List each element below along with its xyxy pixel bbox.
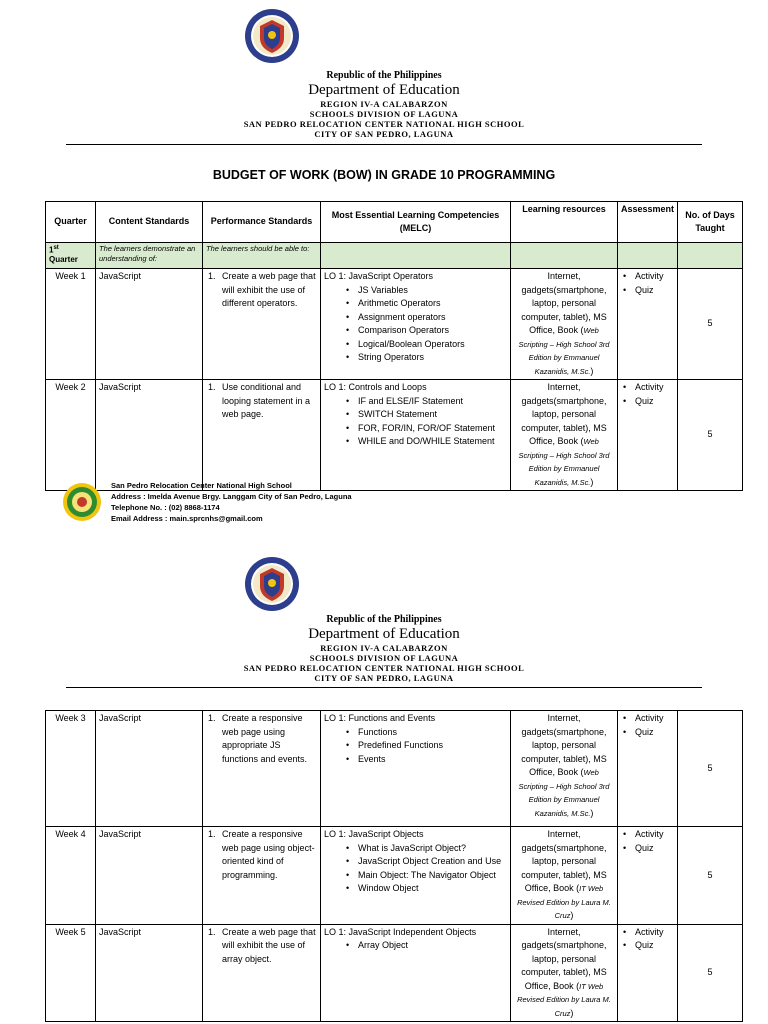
performance-standard-cell: 1. Use conditional and looping statement in a web page. [203,380,321,491]
assessment-cell [618,380,678,491]
performance-text: Create a web page that will exhibit the use of different operators. [222,271,316,308]
performance-standard-cell: 1. Create a responsive web page using object-oriented kind of programming. [203,827,321,925]
melc-cell [321,269,511,380]
melc-item: • WHILE and DO/WHILE Statement [324,435,507,449]
assessment-cell [618,269,678,380]
week-cell: Week 1 [46,269,96,380]
performance-standard-cell: 1. Create a web page that will exhibit the use of different operators. [203,269,321,380]
days-taught-cell: 5 [678,827,743,925]
deped-seal-icon [244,556,300,612]
book-reference: Web Scripting – High School 3rd Edition by Emmanuel Kazanidis, M.Sc. [518,326,610,376]
melc-item: • Assignment operators [324,311,507,325]
melc-item: • Comparison Operators [324,324,507,338]
book-reference: IT Web Revised Edition by Laura M. Cruz [517,981,611,1018]
region-label: REGION IV-A CALABARZON [320,99,448,109]
days-taught-cell: 5 [678,380,743,491]
table-row [46,924,743,1022]
quarter-content-note: The learners demonstrate an understanding of: [96,243,203,269]
learning-outcome: LO 1: Controls and Loops [324,382,427,392]
header-days-taught: No. of Days Taught [678,202,743,243]
city-label: CITY OF SAN PEDRO, LAGUNA [314,673,454,683]
learning-resources-cell: Internet, gadgets(smartphone, laptop, personal computer, tablet), MS Office, Book (Web Scripting – High School 3rd Edition by Emmanuel Kazanidis, M.Sc.) [511,269,618,380]
deped-seal-icon [244,8,300,64]
melc-item: • FOR, FOR/IN, FOR/OF Statement [324,422,507,436]
assessment-cell [618,711,678,827]
assessment-item: • Quiz [621,284,674,298]
content-standard-cell: JavaScript [96,827,203,925]
republic-label: Republic of the Philippines [326,614,442,625]
performance-text: Create a responsive web page using appropriate JS functions and events. [222,713,308,764]
republic-label: Republic of the Philippines [326,70,442,81]
melc-item: • JavaScript Object Creation and Use [324,855,507,869]
footer-school-name: San Pedro Relocation Center National High School [111,481,292,490]
quarter-performance-note: The learners should be able to: [203,243,321,269]
school-label: SAN PEDRO RELOCATION CENTER NATIONAL HIGH SCHOOL [243,119,525,129]
week-cell: Week 3 [46,711,96,827]
melc-item: • String Operators [324,351,507,365]
header-content-standards: Content Standards [96,202,203,243]
content-standard-cell: JavaScript [96,269,203,380]
assessment-item: • Quiz [621,726,674,740]
melc-item: • SWITCH Statement [324,408,507,422]
days-taught-cell: 5 [678,711,743,827]
book-reference: Web Scripting – High School 3rd Edition by Emmanuel Kazanidis, M.Sc. [518,768,610,818]
content-standard-cell: JavaScript [96,380,203,491]
learning-outcome: LO 1: JavaScript Operators [324,271,434,281]
quarter-row [46,243,743,269]
melc-item: • Arithmetic Operators [324,297,507,311]
division-label: SCHOOLS DIVISION OF LAGUNA [309,109,459,119]
performance-standard-cell: 1. Create a web page that will exhibit the use of array object. [203,924,321,1022]
table-row [46,269,743,380]
performance-standard-cell: 1. Create a responsive web page using appropriate JS functions and events. [203,711,321,827]
learning-resources-cell: Internet, gadgets(smartphone, laptop, personal computer, tablet), MS Office, Book (Web Scripting – High School 3rd Edition by Emmanuel Kazanidis, M.Sc.) [511,711,618,827]
book-reference: Web Scripting – High School 3rd Edition by Emmanuel Kazanidis, M.Sc. [518,437,610,487]
melc-item: • What is JavaScript Object? [324,842,507,856]
learning-outcome: LO 1: JavaScript Objects [324,829,424,839]
performance-text: Create a responsive web page using object-oriented kind of programming. [222,829,315,880]
melc-cell [321,711,511,827]
melc-item: • Predefined Functions [324,739,507,753]
quarter-cell: 1st Quarter [46,243,96,269]
melc-item: • Events [324,753,507,767]
melc-cell [321,924,511,1022]
letterhead [0,70,768,139]
header-learning-resources: Learning resources [511,202,618,243]
assessment-item: • Quiz [621,842,674,856]
content-standard-cell: JavaScript [96,924,203,1022]
header-melc: Most Essential Learning Competencies (MELC) [321,202,511,243]
division-label: SCHOOLS DIVISION OF LAGUNA [309,653,459,663]
assessment-cell [618,827,678,925]
school-logo-icon [62,482,102,522]
footer-telephone: Telephone No. : (02) 8868-1174 [111,503,220,512]
days-taught-cell: 5 [678,269,743,380]
week-cell: Week 2 [46,380,96,491]
region-label: REGION IV-A CALABARZON [320,643,448,653]
learning-outcome: LO 1: JavaScript Independent Objects [324,926,477,937]
budget-table-page-1 [45,201,743,491]
assessment-item: • Quiz [621,939,674,953]
header-divider [66,687,702,688]
assessment-item: • Activity [621,926,674,940]
melc-item: • Array Object [324,939,507,953]
table-row [46,711,743,827]
melc-cell [321,827,511,925]
department-label: Department of Education [308,82,460,98]
header-divider [66,144,702,145]
melc-item: • Main Object: The Navigator Object [324,869,507,883]
table-row [46,827,743,925]
city-label: CITY OF SAN PEDRO, LAGUNA [314,129,454,139]
assessment-item: • Activity [621,828,674,842]
table-header-row [46,202,743,243]
melc-item: • JS Variables [324,284,507,298]
melc-item: • Functions [324,726,507,740]
footer-email: Email Address : main.sprcnhs@gmail.com [111,514,263,523]
school-footer [62,480,462,530]
header-quarter: Quarter [46,202,96,243]
footer-text [111,480,352,524]
assessment-item: • Quiz [621,395,674,409]
assessment-item: • Activity [621,381,674,395]
header-performance-standards: Performance Standards [203,202,321,243]
assessment-cell [618,924,678,1022]
department-label: Department of Education [308,626,460,642]
footer-address: Address : Imelda Avenue Brgy. Langgam City of San Pedro, Laguna [111,492,352,501]
performance-text: Use conditional and looping statement in a web page. [222,382,311,419]
content-standard-cell: JavaScript [96,711,203,827]
learning-resources-cell: Internet, gadgets(smartphone, laptop, personal computer, tablet), MS Office, Book (IT Web Revised Edition by Laura M. Cruz) [511,827,618,925]
book-reference: IT Web Revised Edition by Laura M. Cruz [517,884,611,920]
assessment-item: • Activity [621,270,674,284]
melc-item: • Window Object [324,882,507,896]
learning-outcome: LO 1: Functions and Events [324,713,436,723]
budget-table-page-2 [45,710,743,1022]
table-row [46,380,743,491]
melc-cell [321,380,511,491]
letterhead [0,614,768,683]
days-taught-cell: 5 [678,924,743,1022]
week-cell: Week 5 [46,924,96,1022]
learning-resources-cell: Internet, gadgets(smartphone, laptop, personal computer, tablet), MS Office, Book (IT Web Revised Edition by Laura M. Cruz) [511,924,618,1022]
header-assessment: Assessment [618,202,678,243]
melc-item: • IF and ELSE/IF Statement [324,395,507,409]
assessment-item: • Activity [621,712,674,726]
school-label: SAN PEDRO RELOCATION CENTER NATIONAL HIGH SCHOOL [243,663,525,673]
learning-resources-cell: Internet, gadgets(smartphone, laptop, personal computer, tablet), MS Office, Book (Web Scripting – High School 3rd Edition by Emmanuel Kazanidis, M.Sc.) [511,380,618,491]
document-title: BUDGET OF WORK (BOW) IN GRADE 10 PROGRAMMING [212,168,556,182]
performance-text: Create a web page that will exhibit the use of array object. [222,926,316,964]
document-page-2 [0,550,768,1024]
melc-item: • Logical/Boolean Operators [324,338,507,352]
week-cell: Week 4 [46,827,96,925]
